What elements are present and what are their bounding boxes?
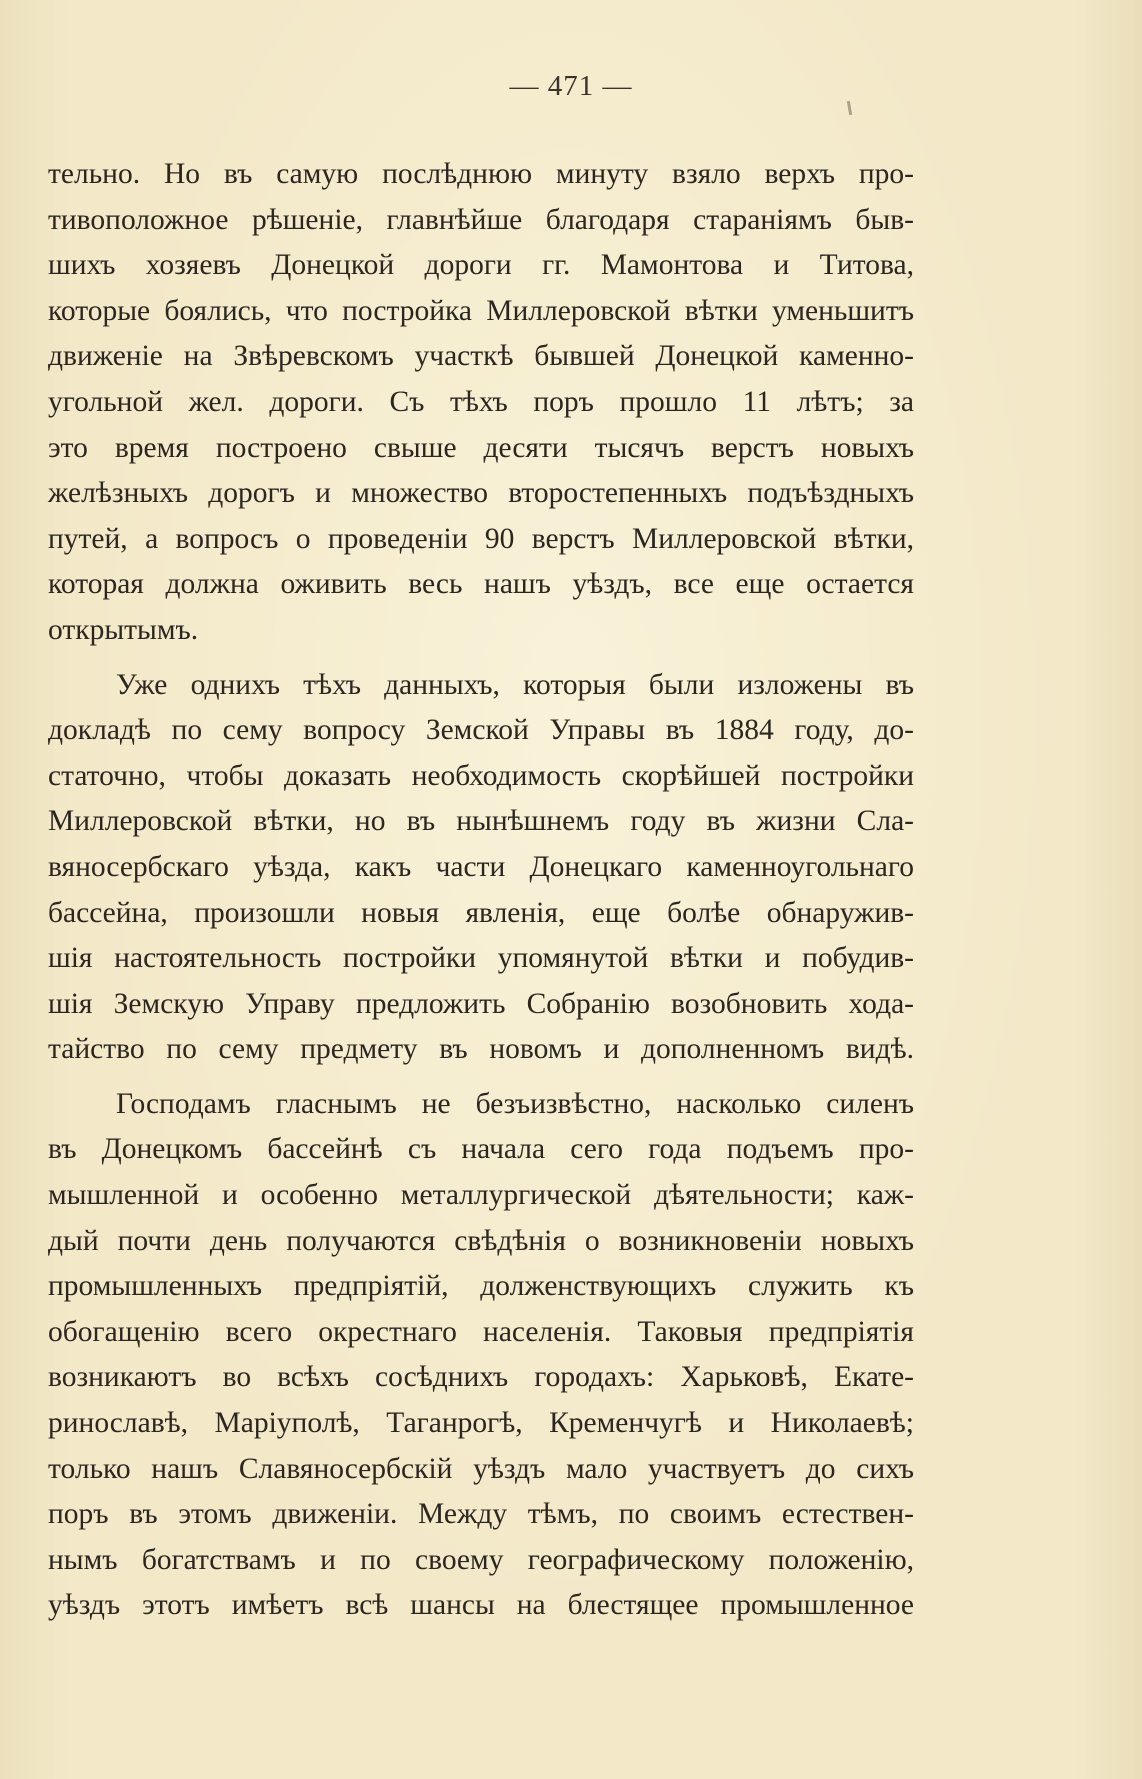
text-line: тивоположное рѣшеніе, главнѣйше благодаря стараніямъ быв-	[48, 203, 914, 236]
text-line: дый почти день получаются свѣдѣнія о возникновеніи новыхъ	[48, 1224, 914, 1257]
text-line: Уже однихъ тѣхъ данныхъ, которыя были изложены въ	[116, 668, 914, 701]
text-line: шія Земскую Управу предложить Собранію возобновить хода-	[48, 987, 914, 1020]
paragraph-3	[48, 1082, 914, 1629]
text-line: только нашъ Славяносербскій уѣздъ мало участвуетъ до сихъ	[48, 1452, 914, 1485]
text-line: которые боялись, что постройка Миллеровской вѣтки уменьшитъ	[48, 294, 914, 327]
text-line: нымъ богатствамъ и по своему географическому положенію,	[48, 1543, 914, 1576]
text-line: ринославѣ, Маріуполѣ, Таганрогѣ, Кременчугѣ и Николаевѣ;	[48, 1407, 914, 1440]
text-line: которая должна оживить весь нашъ уѣздъ, все еще остается	[48, 568, 914, 601]
text-line: шія настоятельность постройки упомянутой вѣтки и побудив-	[48, 942, 914, 975]
text-line: статочно, чтобы доказать необходимость скорѣйшей постройки	[48, 759, 914, 792]
text-line: открытымъ.	[48, 613, 199, 646]
text-line: тайство по сему предмету въ новомъ и дополненномъ видѣ.	[48, 1033, 914, 1066]
text-line: обогащенію всего окрестнаго населенія. Таковыя предпріятія	[48, 1315, 914, 1348]
paragraph-2	[48, 663, 914, 1073]
text-line: угольной жел. дороги. Съ тѣхъ поръ прошло 11 лѣтъ; за	[48, 385, 914, 418]
text-line: въ Донецкомъ бассейнѣ съ начала сего года подъемъ про-	[48, 1133, 914, 1166]
text-line: поръ въ этомъ движеніи. Между тѣмъ, по своимъ естествен-	[48, 1498, 914, 1531]
text-line: путей, а вопросъ о проведеніи 90 верстъ Миллеровской вѣтки,	[48, 522, 914, 555]
paragraph-1	[48, 152, 914, 654]
text-line: докладѣ по сему вопросу Земской Управы въ 1884 году, до-	[48, 714, 914, 747]
text-line: желѣзныхъ дорогъ и множество второстепенныхъ подъѣздныхъ	[48, 477, 914, 510]
body-text	[48, 152, 914, 1638]
text-line: вяносербскаго уѣзда, какъ части Донецкаго каменноугольнаго	[48, 850, 914, 883]
text-line: мышленной и особенно металлургической дѣятельности; каж-	[48, 1179, 914, 1212]
text-line: уѣздъ этотъ имѣетъ всѣ шансы на блестящее промышленное	[48, 1589, 914, 1622]
text-line: бассейна, произошли новыя явленія, еще болѣе обнаружив-	[48, 896, 914, 929]
text-line: Миллеровской вѣтки, но въ нынѣшнемъ году въ жизни Сла-	[48, 805, 914, 838]
text-line: возникаютъ во всѣхъ сосѣднихъ городахъ: Харьковѣ, Екате-	[48, 1361, 914, 1394]
text-line: это время построено свыше десяти тысячъ верстъ новыхъ	[48, 431, 914, 464]
text-line: шихъ хозяевъ Донецкой дороги гг. Мамонтова и Титова,	[48, 249, 914, 282]
page-number: — 471 —	[509, 70, 633, 102]
text-line: промышленныхъ предпріятій, долженствующихъ служить къ	[48, 1270, 914, 1303]
text-line: тельно. Но въ самую послѣднюю минуту взяло верхъ про-	[48, 158, 914, 190]
text-line: Господамъ гласнымъ не безъизвѣстно, насколько силенъ	[116, 1087, 914, 1120]
text-line: движеніе на Звѣревскомъ участкѣ бывшей Донецкой каменно-	[48, 340, 914, 373]
